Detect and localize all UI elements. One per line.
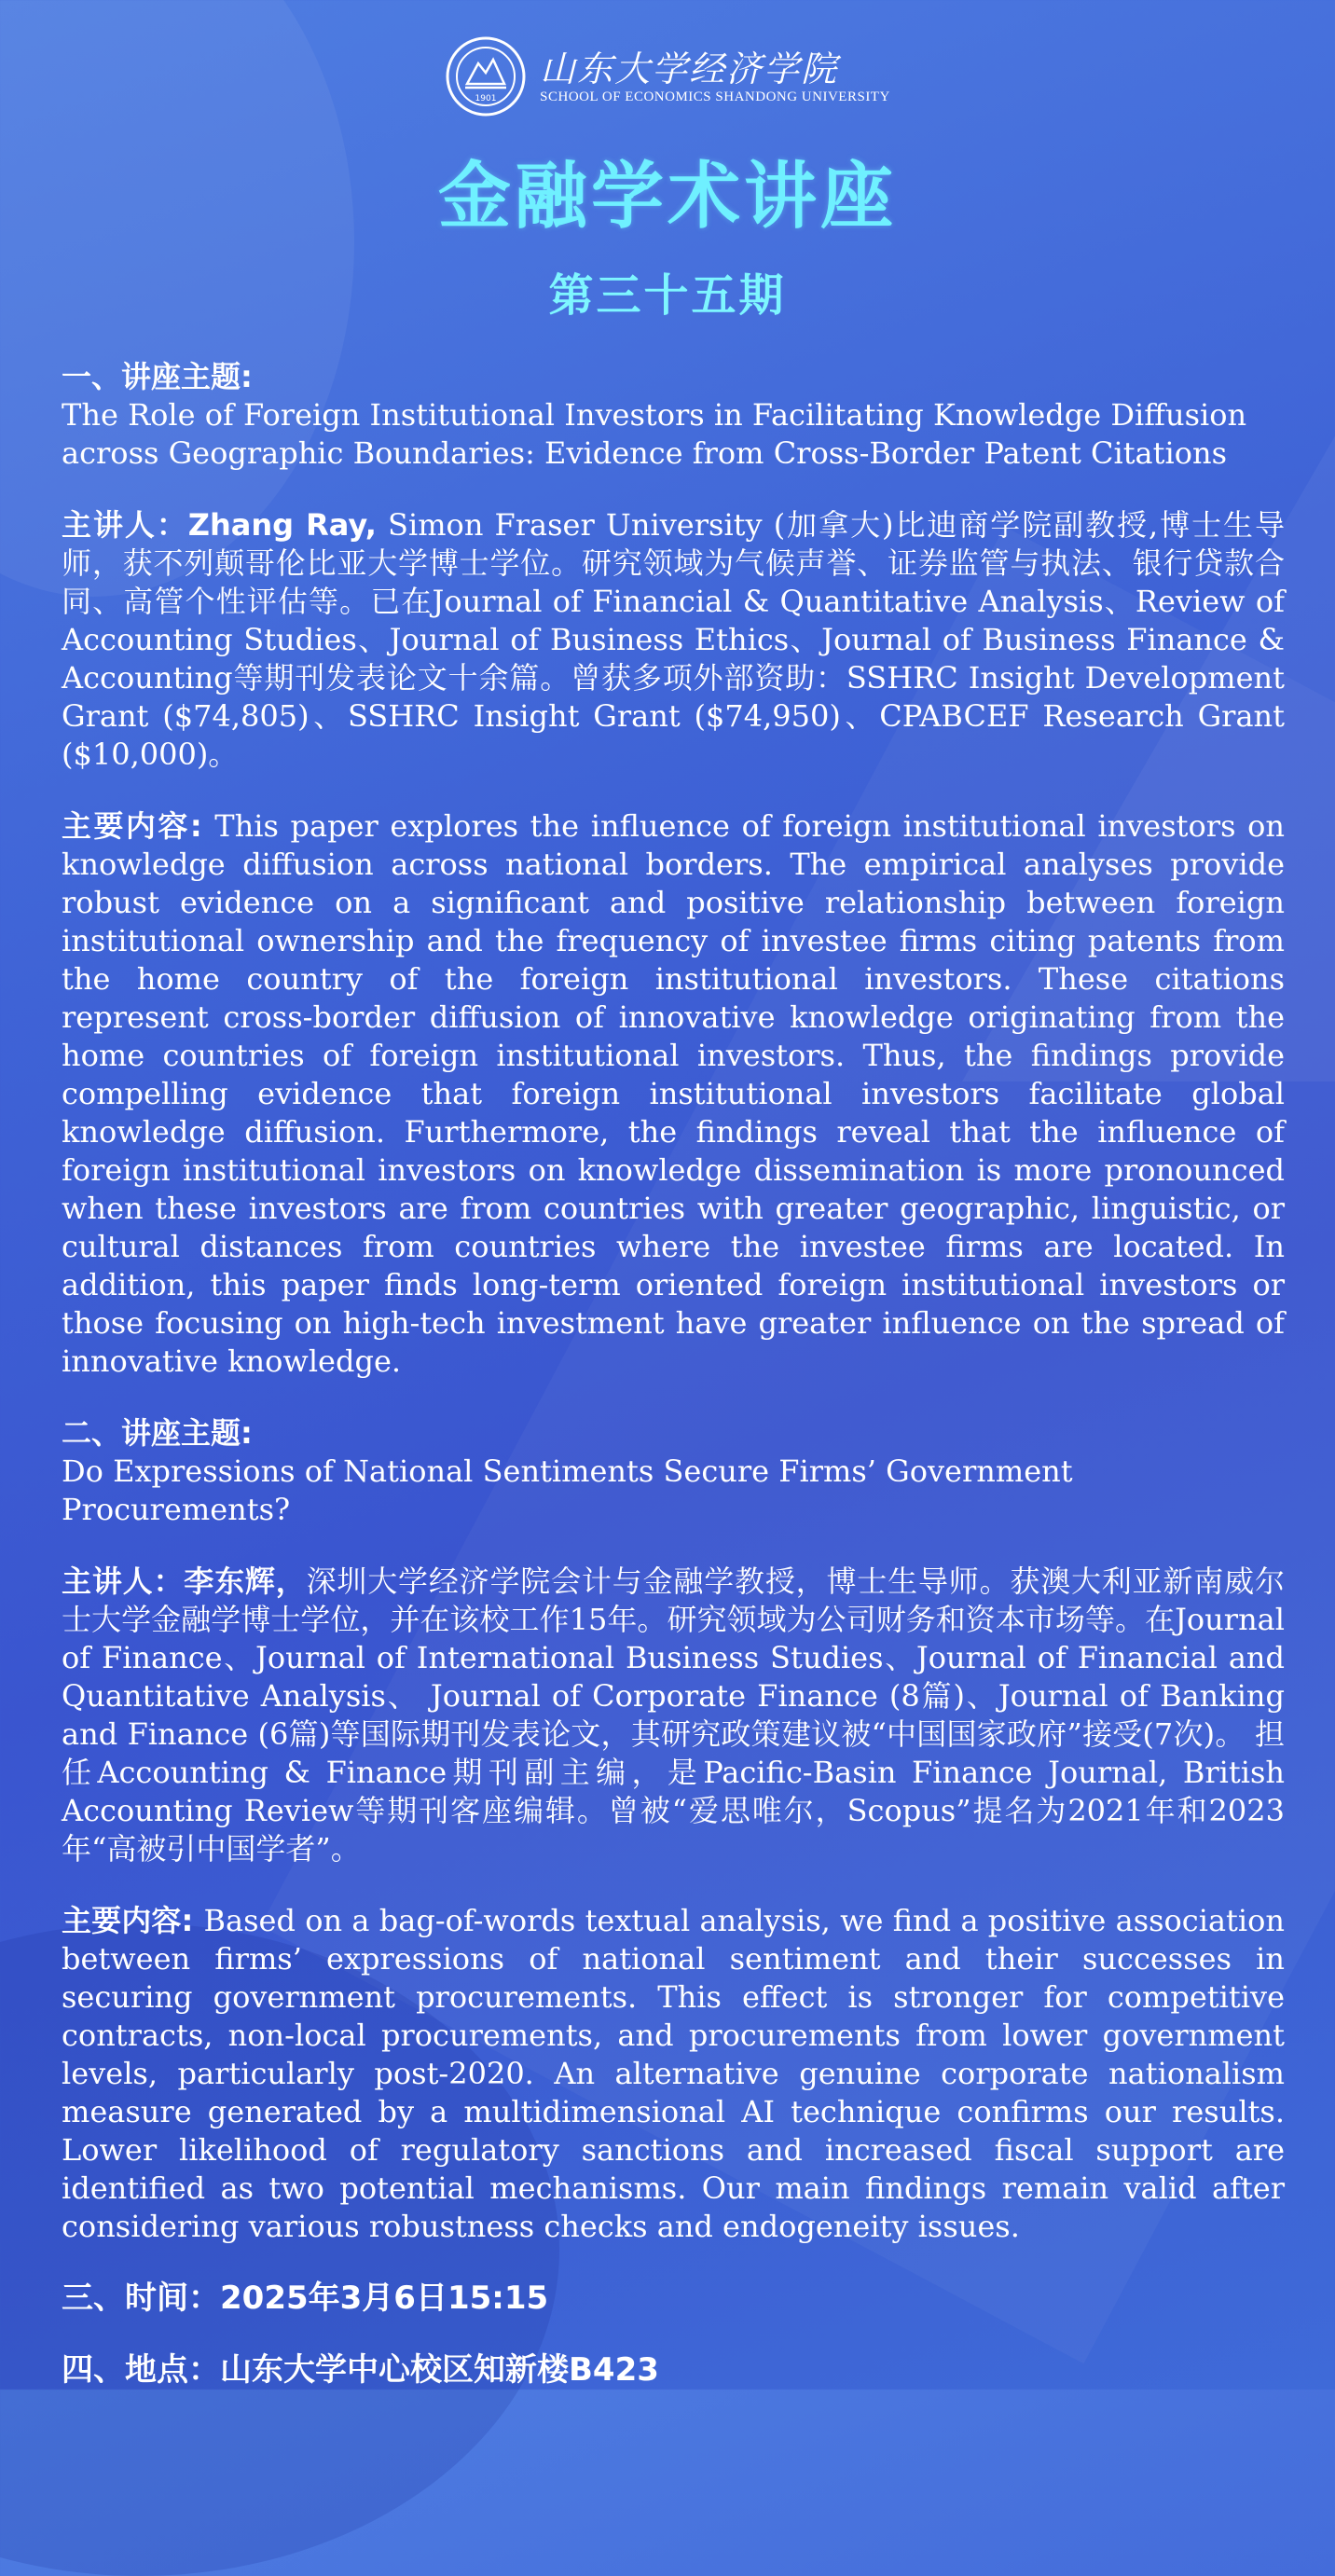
poster-body	[62, 358, 1285, 2390]
university-english-name: SCHOOL OF ECONOMICS SHANDONG UNIVERSITY	[540, 89, 890, 104]
issue-number: 第三十五期	[548, 269, 787, 322]
lecture1-content-label: 主要内容:	[62, 808, 215, 844]
lecture1-speaker-name: Zhang Ray,	[187, 507, 377, 543]
lecture2-topic-heading: 二、讲座主题:	[62, 1415, 253, 1451]
lecture2-speaker-name: 李东辉，	[184, 1564, 307, 1599]
lecture2-speaker	[62, 1563, 1285, 1868]
lecture1-topic-heading: 一、讲座主题:	[62, 359, 253, 394]
lecture2-speaker-bio: 深圳大学经济学院会计与金融学教授，博士生导师。获澳大利亚新南威尔士大学金融学博士学位，并在该校工作15年。研究领域为公司财务和资本市场等。在Journal of Finance、Journal of International Business Studies、Journal of Financial and Quantitative Analysis、 Journal of Corporate Finance (8篇)、Journal of Banking and Finance (6篇)等国际期刊发表论文，其研究政策建议被“中国国家政府”接受(7次)。 担任Accounting & Finance期刊副主编，是Pacific-Basin Finance Journal, British Accounting Review等期刊客座编辑。曾被“爱思唯尔，Scopus”提名为2021年和2023年“高被引中国学者”。	[62, 1564, 1285, 1867]
lecture2-content	[62, 1902, 1285, 2246]
lecture2-speaker-label: 主讲人：	[62, 1564, 185, 1599]
lecture-location: 四、地点：山东大学中心校区知新楼B423	[62, 2351, 659, 2389]
poster-header	[0, 35, 1335, 324]
lecture2-topic: Do Expressions of National Sentiments Secure Firms’ Government Procurements?	[62, 1453, 1073, 1527]
university-name: 山东大学经济学院	[540, 48, 839, 90]
university-seal-icon	[445, 35, 527, 117]
lecture1-speaker	[62, 506, 1285, 774]
lecture1-speaker-label: 主讲人：	[62, 507, 188, 543]
poster-title: 金融学术讲座	[437, 155, 897, 239]
lecture2-abstract: Based on a bag-of-words textual analysis, we find a positive association between firms’ expressions of national sentiment and their successes in securing government procurements. This effect is stronger for competitive contracts, non-local procurements, and procurements from lower government levels, particularly post-2020. An alternative genuine corporate nationalism measure generated by a multidimensional AI technique confirms our results. Lower likelihood of regulatory sanctions and increased fiscal support are identified as two potential mechanisms. Our main findings remain valid after considering various robustness checks and endogeneity issues.	[62, 1903, 1285, 2244]
lecture2-content-label: 主要内容:	[62, 1903, 204, 1938]
svg-text:1901: 1901	[475, 94, 497, 103]
lecture-time: 三、时间：2025年3月6日15:15	[62, 2280, 549, 2317]
lecture1-speaker-bio: Simon Fraser University (加拿大)比迪商学院副教授,博士生导师，获不列颠哥伦比亚大学博士学位。研究领域为气候声誉、证券监管与执法、银行贷款合同、高管个性评估等。已在Journal of Financial & Quantitative Analysis、Review of Accounting Studies、Journal of Business Ethics、Journal of Business Finance & Accounting等期刊发表论文十余篇。曾获多项外部资助：SSHRC Insight Development Grant ($74,805)、SSHRC Insight Grant ($74,950)、CPABCEF Research Grant ($10,000)。	[62, 507, 1285, 772]
lecture1-content	[62, 807, 1285, 1381]
lecture1-topic: The Role of Foreign Institutional Investors in Facilitating Knowledge Diffusion across Geographic Boundaries: Evidence from Cross-Border Patent Citations	[62, 397, 1247, 471]
lecture1-abstract: This paper explores the influence of foreign institutional investors on knowledge diffusion across national borders. The empirical analyses provide robust evidence on a significant and positive relationship between foreign institutional ownership and the frequency of investee firms citing patents from the home country of the foreign institutional investors. These citations represent cross-border diffusion of innovative knowledge originating from the home countries of foreign institutional investors. Thus, the findings provide compelling evidence that foreign institutional investors facilitate global knowledge diffusion. Furthermore, the findings reveal that the influence of foreign institutional investors on knowledge dissemination is more pronounced when these investors are from countries with greater geographic, linguistic, or cultural distances from countries where the investee firms are located. In addition, this paper finds long-term oriented foreign institutional investors or those focusing on high-tech investment have greater influence on the spread of innovative knowledge.	[62, 808, 1285, 1379]
university-logo	[0, 35, 1335, 117]
